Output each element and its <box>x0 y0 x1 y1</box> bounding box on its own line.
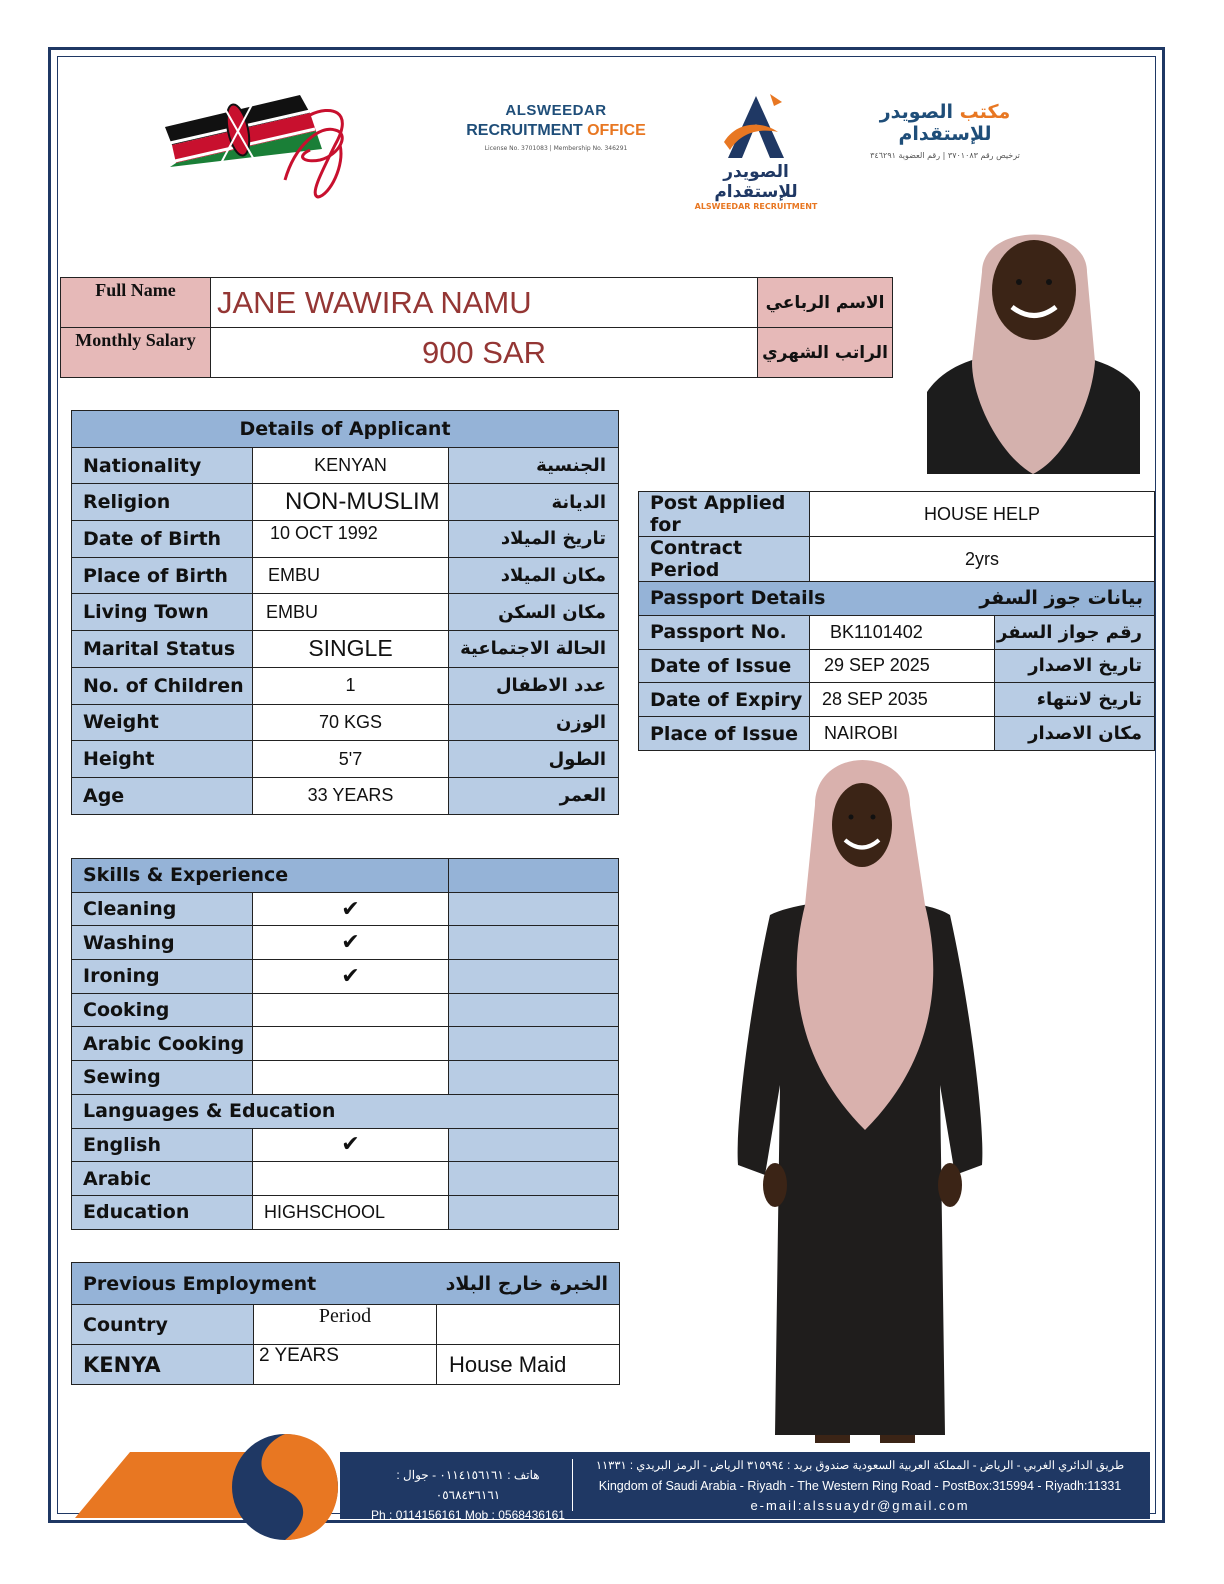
passport-row <box>639 649 1155 683</box>
footer-address-en: Kingdom of Saudi Arabia - Riyadh - The Western Ring Road - PostBox:315994 - Riyadh:11331 <box>598 1479 1122 1493</box>
cleaning-check: ✔ <box>253 892 449 926</box>
previous-header-row <box>72 1263 620 1305</box>
footer-decoration <box>75 1430 345 1540</box>
applicant-full-body-photo <box>720 745 1010 1445</box>
contract-row <box>639 537 1155 582</box>
living-town-label-ar: مكان السكن <box>449 594 619 631</box>
skill-row <box>72 960 619 994</box>
salary-label: Monthly Salary <box>61 328 211 378</box>
height-label-ar: الطول <box>449 741 619 778</box>
previous-entry-row <box>72 1345 620 1385</box>
language-row <box>72 1128 619 1162</box>
previous-blank-cell <box>437 1305 620 1345</box>
languages-header-row <box>72 1094 619 1128</box>
previous-position: House Maid <box>437 1345 620 1385</box>
age-value: 33 YEARS <box>253 777 449 814</box>
details-row <box>72 631 619 668</box>
language-row <box>72 1195 619 1229</box>
kenya-flag-aj-logo <box>160 85 370 210</box>
living-town-value: EMBU <box>253 594 449 631</box>
skills-header-extra <box>449 859 619 893</box>
english-check: ✔ <box>253 1128 449 1162</box>
issue-date-label-ar: تاريخ الاصدار <box>995 649 1155 683</box>
arabic-check <box>253 1162 449 1196</box>
post-row <box>639 492 1155 537</box>
a-logo-english: ALSWEEDAR RECRUITMENT <box>694 202 818 211</box>
skill-extra-cell <box>449 960 619 994</box>
age-label-ar: العمر <box>449 777 619 814</box>
place-of-birth-value: EMBU <box>253 557 449 594</box>
details-row <box>72 777 619 814</box>
expiry-date-value: 28 SEP 2035 <box>810 683 995 717</box>
full-name-label: Full Name <box>61 278 211 328</box>
office-logo-license: License No. 3701083 | Membership No. 346291 <box>484 145 628 152</box>
full-name-value: JANE WAWIRA NAMU <box>211 278 758 328</box>
footer-phone-ar: هاتف : ٠١١٤١٥٦١٦١ - جوال : ٠٥٦٨٤٣٦١٦١ <box>396 1468 540 1502</box>
previous-header <box>72 1263 620 1305</box>
arabic-label: Arabic <box>72 1162 253 1196</box>
nationality-label: Nationality <box>72 447 253 484</box>
dob-value: 10 OCT 1992 <box>253 521 449 558</box>
washing-check: ✔ <box>253 926 449 960</box>
previous-period: 2 YEARS <box>254 1345 437 1385</box>
previous-employment-table <box>71 1262 620 1385</box>
arabic-logo-maktab: مكتب <box>953 101 1011 123</box>
passport-row <box>639 615 1155 649</box>
expiry-date-label: Date of Expiry <box>639 683 810 717</box>
dob-label-ar: تاريخ الميلاد <box>449 521 619 558</box>
salary-value: 900 SAR <box>211 328 758 378</box>
arabic-logo-name: الصويدر للإستقدام <box>879 101 992 145</box>
skill-extra-cell <box>449 1195 619 1229</box>
language-row <box>72 1162 619 1196</box>
skill-extra-cell <box>449 1162 619 1196</box>
passport-no-label-ar: رقم جواز السفر <box>995 615 1155 649</box>
place-of-issue-label-ar: مكان الاصدار <box>995 717 1155 751</box>
skill-extra-cell <box>449 926 619 960</box>
previous-country: KENYA <box>72 1345 254 1385</box>
education-value: HIGHSCHOOL <box>253 1195 449 1229</box>
details-row <box>72 741 619 778</box>
salary-row <box>61 328 893 378</box>
details-row <box>72 704 619 741</box>
age-label: Age <box>72 777 253 814</box>
contract-label: Contract Period <box>639 537 810 582</box>
alsweedar-a-logo <box>686 92 826 211</box>
religion-value: NON-MUSLIM <box>253 484 449 521</box>
marital-status-value: SINGLE <box>253 631 449 668</box>
skill-extra-cell <box>449 1128 619 1162</box>
footer-divider <box>572 1459 573 1511</box>
a-logo-arabic: الصويدر للإستقدام <box>714 162 798 202</box>
cleaning-label: Cleaning <box>72 892 253 926</box>
expiry-date-label-ar: تاريخ لانتهاء <box>995 683 1155 717</box>
passport-details-label-ar: بيانات جوز السفر <box>979 587 1143 610</box>
washing-label: Washing <box>72 926 253 960</box>
passport-row <box>639 683 1155 717</box>
living-town-label: Living Town <box>72 594 253 631</box>
weight-value: 70 KGS <box>253 704 449 741</box>
details-row <box>72 557 619 594</box>
applicant-headshot-photo <box>927 212 1140 474</box>
skill-row <box>72 892 619 926</box>
weight-label: Weight <box>72 704 253 741</box>
footer-phone-en: Ph : 0114156161 Mob : 0568436161 <box>371 1508 565 1522</box>
ironing-check: ✔ <box>253 960 449 994</box>
children-label: No. of Children <box>72 667 253 704</box>
details-header-row <box>72 411 619 448</box>
sewing-label: Sewing <box>72 1061 253 1095</box>
skill-row <box>72 993 619 1027</box>
weight-label-ar: الوزن <box>449 704 619 741</box>
a-emblem-icon <box>716 92 796 162</box>
passport-details-label: Passport Details <box>650 587 826 610</box>
place-of-birth-label: Place of Birth <box>72 557 253 594</box>
alsweedar-arabic-logo <box>840 101 1050 160</box>
skill-row <box>72 926 619 960</box>
office-logo-line1: ALSWEEDAR <box>505 102 607 119</box>
name-salary-table <box>60 277 893 378</box>
languages-title: Languages & Education <box>72 1094 619 1128</box>
education-label: Education <box>72 1195 253 1229</box>
details-row <box>72 594 619 631</box>
cooking-check <box>253 993 449 1027</box>
sewing-check <box>253 1061 449 1095</box>
skills-title: Skills & Experience <box>72 859 449 893</box>
passport-no-value: BK1101402 <box>810 615 995 649</box>
full-name-row <box>61 278 893 328</box>
place-of-birth-label-ar: مكان الميلاد <box>449 557 619 594</box>
issue-date-label: Date of Issue <box>639 649 810 683</box>
passport-no-label: Passport No. <box>639 615 810 649</box>
height-label: Height <box>72 741 253 778</box>
contract-value: 2yrs <box>810 537 1155 582</box>
nationality-value: KENYAN <box>253 447 449 484</box>
footer-email[interactable]: e-mail:alssuaydr@gmail.com <box>750 1498 970 1513</box>
issue-date-value: 29 SEP 2025 <box>810 649 995 683</box>
dob-label: Date of Birth <box>72 521 253 558</box>
post-label: Post Applied for <box>639 492 810 537</box>
height-value: 5'7 <box>253 741 449 778</box>
alsweedar-office-logo <box>466 102 646 152</box>
passport-table <box>638 491 1155 751</box>
details-row <box>72 521 619 558</box>
cooking-label: Cooking <box>72 993 253 1027</box>
skill-row <box>72 1027 619 1061</box>
skill-extra-cell <box>449 1061 619 1095</box>
details-row <box>72 667 619 704</box>
country-label: Country <box>72 1305 254 1345</box>
previous-title: Previous Employment <box>83 1272 317 1295</box>
arabic-logo-license: ترخيص رقم ٣٧٠١٠٨٣ | رقم العضوية ٣٤٦٢٩١ <box>870 151 1020 160</box>
office-logo-line2 <box>466 122 646 140</box>
arabic-cooking-label: Arabic Cooking <box>72 1027 253 1061</box>
footer-contact-band <box>340 1452 1150 1522</box>
salary-label-ar: الراتب الشهري <box>758 328 893 378</box>
details-title: Details of Applicant <box>72 411 619 448</box>
arabic-cooking-check <box>253 1027 449 1061</box>
religion-label: Religion <box>72 484 253 521</box>
full-name-label-ar: الاسم الرباعي <box>758 278 893 328</box>
previous-labels-row <box>72 1305 620 1345</box>
passport-details-header <box>639 582 1155 616</box>
english-label: English <box>72 1128 253 1162</box>
footer-phone-block <box>368 1465 568 1525</box>
skill-extra-cell <box>449 1027 619 1061</box>
skill-extra-cell <box>449 993 619 1027</box>
details-row <box>72 447 619 484</box>
previous-title-ar: الخبرة خارج البلاد <box>445 1272 608 1295</box>
arabic-logo-title <box>840 101 1050 145</box>
place-of-issue-label: Place of Issue <box>639 717 810 751</box>
skill-row <box>72 1061 619 1095</box>
marital-status-label-ar: الحالة الاجتماعية <box>449 631 619 668</box>
religion-label-ar: الديانة <box>449 484 619 521</box>
skills-header-row <box>72 859 619 893</box>
applicant-details-table <box>71 410 619 815</box>
children-value: 1 <box>253 667 449 704</box>
ironing-label: Ironing <box>72 960 253 994</box>
footer-address-block <box>580 1456 1140 1516</box>
place-of-issue-value: NAIROBI <box>810 717 995 751</box>
period-label: Period <box>254 1305 437 1345</box>
details-row <box>72 484 619 521</box>
marital-status-label: Marital Status <box>72 631 253 668</box>
skill-extra-cell <box>449 892 619 926</box>
children-label-ar: عدد الاطفال <box>449 667 619 704</box>
office-logo-office-word: OFFICE <box>587 122 646 139</box>
passport-header-row <box>639 582 1155 616</box>
footer-address-ar: طريق الدائري الغربي - الرياض - المملكة العربية السعودية صندوق بريد : ٣١٥٩٩٤ الرياض - الرمز البريدي : ١١٣٣١ <box>595 1460 1125 1472</box>
post-value: HOUSE HELP <box>810 492 1155 537</box>
nationality-label-ar: الجنسية <box>449 447 619 484</box>
skills-table <box>71 858 619 1230</box>
office-logo-recruitment: RECRUITMENT <box>466 122 588 139</box>
